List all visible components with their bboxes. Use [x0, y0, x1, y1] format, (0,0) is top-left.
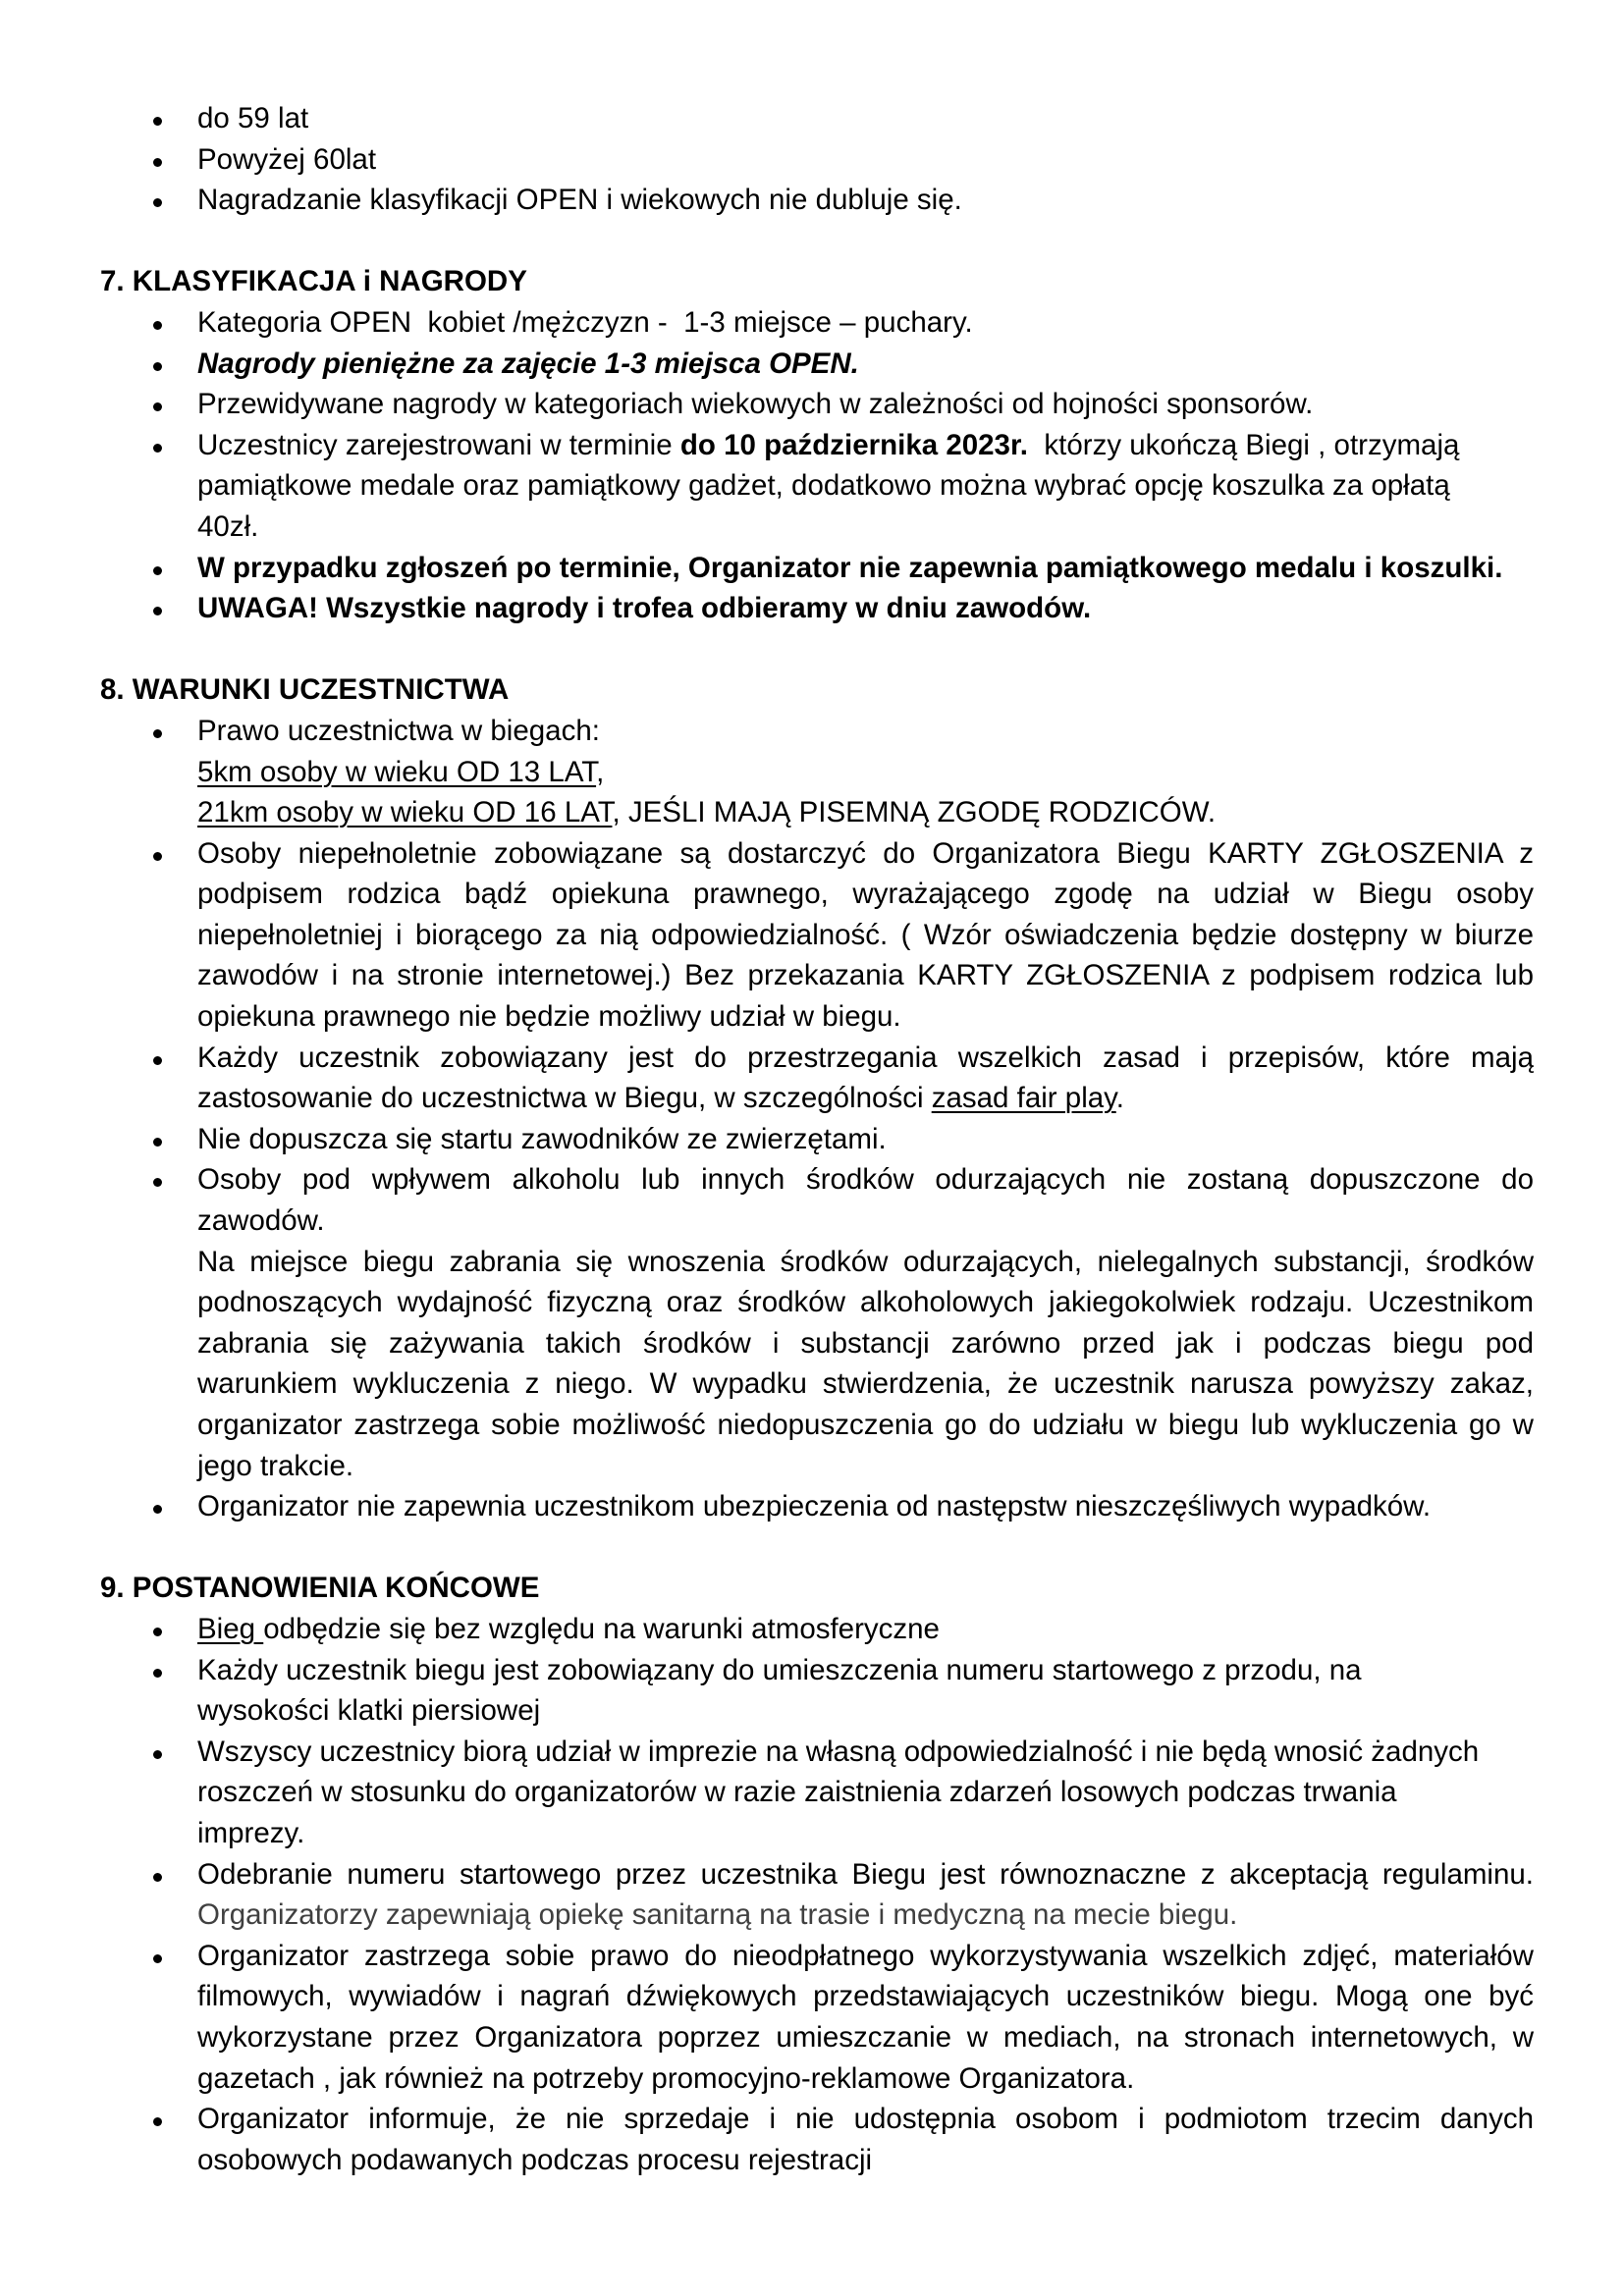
list-item: [100, 1650, 1534, 1732]
list-item: [100, 833, 1534, 1038]
text-segment: Przewidywane nagrody w kategoriach wiekowych w zależności od hojności sponsorów.: [197, 388, 1314, 421]
bold-text: do 10 października 2023r.: [679, 428, 1029, 461]
bold-italic-text: Nagrody pieniężne za zajęcie 1-3 miejsca OPEN.: [197, 347, 859, 380]
text-line: [197, 344, 1534, 385]
bullet-icon: [153, 729, 162, 738]
text-segment: wykorzystane przez Organizatora poprzez umieszczanie w mediach, na stronach internetowych, w: [197, 2020, 1534, 2054]
list-item: [100, 1159, 1534, 1486]
list-item: [100, 1038, 1534, 1119]
bullet-icon: [153, 1628, 162, 1636]
text-line: [197, 1732, 1534, 1773]
text-line: [197, 833, 1534, 875]
text-segment: gazetach , jak również na potrzeby promocyjno-reklamowe Organizatora.: [197, 2061, 1135, 2095]
text-line: [197, 1895, 1534, 1936]
text-segment: podpisem rodzica bądź opiekuna prawnego, wyrażającego zgodę na udział w Biegu osoby: [197, 878, 1534, 911]
bullet-icon: [153, 607, 162, 615]
text-line: [197, 384, 1534, 425]
text-line: [197, 548, 1534, 589]
text-line: [197, 98, 1534, 139]
text-line: [197, 711, 1534, 752]
underline-text: Bieg: [197, 1612, 264, 1645]
text-line: [197, 1813, 1534, 1854]
text-line: [197, 1323, 1534, 1364]
text-segment: Nie dopuszcza się startu zawodników ze zwierzętami.: [197, 1122, 887, 1155]
text-segment: Organizator zastrzega sobie prawo do nieodpłatnego wykorzystywania wszelkich zdjęć, materiałów: [197, 1939, 1534, 1972]
text-segment: warunkiem wykluczenia z niego. W wypadku stwierdzenia, że uczestnik narusza powyższy zakaz,: [197, 1367, 1534, 1401]
text-segment: imprezy.: [197, 1816, 305, 1849]
text-line: [197, 1976, 1534, 2017]
text-segment: 40zł.: [197, 509, 259, 543]
text-segment: Każdy uczestnik biegu jest zobowiązany do umieszczenia numeru startowego z przodu, na: [197, 1653, 1362, 1686]
bullet-icon: [153, 402, 162, 411]
bullet-icon: [153, 1056, 162, 1065]
bullet-icon: [153, 1873, 162, 1882]
bullet-icon: [153, 2117, 162, 2126]
text-segment: do 59 lat: [197, 102, 309, 134]
text-segment: roszczeń w stosunku do organizatorów w razie zaistnienia zdarzeń losowych podczas trwania: [197, 1776, 1397, 1809]
bullet-icon: [153, 1505, 162, 1514]
bullet-icon: [153, 566, 162, 575]
section-heading: 7. KLASYFIKACJA i NAGRODY: [100, 265, 527, 298]
text-line: [197, 1690, 1534, 1732]
underline-text: zasad fair play: [931, 1082, 1116, 1115]
text-line: [197, 1119, 1534, 1160]
text-segment: Organizator informuje, że nie sprzedaje i nie udostępnia osobom i podmiotom trzecim danych: [197, 2103, 1534, 2136]
text-segment: opiekuna prawnego nie będzie możliwy udział w biegu.: [197, 1000, 901, 1034]
list-item: [100, 98, 1534, 139]
text-segment: filmowych, wywiadów i nagrań dźwiękowych przedstawiających uczestników biegu. Mogą one być: [197, 1980, 1534, 2013]
text-segment: niepełnoletniej i biorącego za nią odpowiedzialność. ( Wzór oświadczenia będzie dostępny w biurze: [197, 918, 1534, 951]
section-heading: 8. WARUNKI UCZESTNICTWA: [100, 673, 510, 707]
text-line: [197, 425, 1534, 466]
list-item: [100, 180, 1534, 221]
list-item: [100, 1119, 1534, 1160]
text-line: [197, 1936, 1534, 1977]
text-line: [197, 752, 1534, 793]
bullet-icon: [153, 321, 162, 330]
text-segment: Kategoria OPEN kobiet /mężczyzn - 1-3 miejsce – puchary.: [197, 305, 973, 339]
text-segment: , JEŚLI MAJĄ PISEMNĄ ZGODĘ RODZICÓW.: [612, 796, 1217, 829]
text-line: [197, 1078, 1534, 1119]
text-line: [197, 955, 1534, 996]
text-line: [197, 1609, 1534, 1650]
text-segment: Uczestnicy zarejestrowani w terminie: [197, 428, 680, 461]
underline-text: 21km osoby w wieku OD 16 LAT: [197, 796, 613, 829]
text-segment: Prawo uczestnictwa w biegach:: [197, 714, 600, 747]
bullet-icon: [153, 852, 162, 861]
text-segment: Osoby pod wpływem alkoholu lub innych środków odurzających nie zostaną dopuszczone do: [197, 1163, 1534, 1197]
list-item: [100, 711, 1534, 833]
bold-text: W przypadku zgłoszeń po terminie, Organizator nie zapewnia pamiątkowego medalu i koszulki.: [197, 551, 1503, 584]
list-item: [100, 548, 1534, 589]
text-segment: pamiątkowe medale oraz pamiątkowy gadżet, dodatkowo można wybrać opcję koszulka za opłatą: [197, 469, 1450, 503]
bullet-icon: [153, 1178, 162, 1187]
text-line: [197, 1854, 1534, 1896]
text-line: [197, 915, 1534, 956]
text-line: [197, 1038, 1534, 1079]
text-segment: Każdy uczestnik zobowiązany jest do przestrzegania wszelkich zasad i przepisów, które mają: [197, 1041, 1534, 1074]
text-segment: osobowych podawanych podczas procesu rejestracji: [197, 2143, 873, 2176]
text-line: [197, 1405, 1534, 1446]
bullet-list: [100, 1609, 1534, 2180]
text-line: [197, 1772, 1534, 1813]
text-segment: zawodów i na stronie internetowej.) Bez przekazania KARTY ZGŁOSZENIA z podpisem rodzica lub: [197, 959, 1534, 992]
bullet-list: [100, 711, 1534, 1527]
text-segment: Nagradzanie klasyfikacji OPEN i wiekowych nie dubluje się.: [197, 184, 962, 217]
bullet-icon: [153, 1138, 162, 1147]
list-item: [100, 1486, 1534, 1527]
list-item: [100, 1936, 1534, 2099]
text-line: [197, 139, 1534, 181]
list-item: [100, 1732, 1534, 1854]
text-segment: jego trakcie.: [197, 1449, 354, 1482]
text-segment: Na miejsce biegu zabrania się wnoszenia środków odurzających, nielegalnych substancji, środków: [197, 1245, 1534, 1278]
text-segment: wysokości klatki piersiowej: [197, 1694, 541, 1728]
text-line: [197, 2140, 1534, 2181]
text-line: [197, 1446, 1534, 1487]
bullet-icon: [153, 1750, 162, 1759]
bullet-list: [100, 302, 1534, 629]
list-item: [100, 2099, 1534, 2180]
text-line: [197, 874, 1534, 915]
text-line: [197, 588, 1534, 629]
bullet-icon: [153, 1669, 162, 1678]
text-segment: organizator zastrzega sobie możliwość niedopuszczenia go do udziału w biegu lub wykluczenia go w: [197, 1409, 1534, 1441]
text-segment: zastosowanie do uczestnictwa w Biegu, w szczególności: [197, 1082, 932, 1115]
text-line: [197, 1201, 1534, 1242]
text-line: [197, 1242, 1534, 1283]
text-segment: podnoszących wydajność fizyczną oraz środków alkoholowych jakiegokolwiek rodzaju. Uczestnikom: [197, 1286, 1534, 1319]
text-segment: zawodów.: [197, 1204, 325, 1238]
bullet-icon: [153, 362, 162, 371]
text-segment: .: [1115, 1082, 1124, 1115]
list-item: [100, 588, 1534, 629]
list-item: [100, 344, 1534, 385]
text-segment: ,: [596, 755, 605, 788]
bullet-icon: [153, 444, 162, 453]
text-line: [197, 180, 1534, 221]
bullet-icon: [153, 117, 162, 126]
text-segment: Odebranie numeru startowego przez uczestnika Biegu jest równoznaczne z akceptacją regulaminu.: [197, 1857, 1534, 1891]
text-segment: Organizator nie zapewnia uczestnikom ubezpieczenia od następstw nieszczęśliwych wypadków.: [197, 1490, 1432, 1523]
text-line: [197, 996, 1534, 1038]
text-line: [197, 2058, 1534, 2100]
list-item: [100, 384, 1534, 425]
text-line: [197, 1159, 1534, 1201]
text-line: [197, 1363, 1534, 1405]
list-item: [100, 302, 1534, 344]
list-item: [100, 425, 1534, 548]
text-line: [197, 302, 1534, 344]
text-line: [197, 792, 1534, 833]
bold-text: UWAGA! Wszystkie nagrody i trofea odbieramy w dniu zawodów.: [197, 592, 1092, 625]
bullet-icon: [153, 158, 162, 167]
text-line: [197, 1650, 1534, 1691]
section-heading: 9. POSTANOWIENIA KOŃCOWE: [100, 1572, 540, 1605]
text-segment: Wszyscy uczestnicy biorą udział w imprezie na własną odpowiedzialność i nie będą wnosić żadnych: [197, 1735, 1480, 1768]
text-line: [197, 507, 1534, 548]
list-item: [100, 139, 1534, 181]
underline-text: 5km osoby w wieku OD 13 LAT: [197, 755, 597, 788]
text-line: [197, 1282, 1534, 1323]
text-segment: Osoby niepełnoletnie zobowiązane są dostarczyć do Organizatora Biegu KARTY ZGŁOSZENIA z: [197, 836, 1534, 870]
muted-text: Organizatorzy zapewniają opiekę sanitarną na trasie i medyczną na mecie biegu.: [197, 1898, 1238, 1932]
bullet-list: [100, 98, 1534, 221]
text-segment: Powyżej 60lat: [197, 142, 377, 176]
text-segment: odbędzie się bez względu na warunki atmosferyczne: [263, 1612, 940, 1645]
text-segment: którzy ukończą Biegi , otrzymają: [1028, 428, 1460, 461]
bullet-icon: [153, 1954, 162, 1963]
bullet-icon: [153, 198, 162, 207]
text-segment: zabrania się zażywania takich środków i substancji zarówno przed jak i podczas biegu pod: [197, 1326, 1534, 1360]
text-line: [197, 1486, 1534, 1527]
text-line: [197, 465, 1534, 507]
list-item: [100, 1854, 1534, 1936]
text-line: [197, 2017, 1534, 2058]
list-item: [100, 1609, 1534, 1650]
text-line: [197, 2099, 1534, 2140]
